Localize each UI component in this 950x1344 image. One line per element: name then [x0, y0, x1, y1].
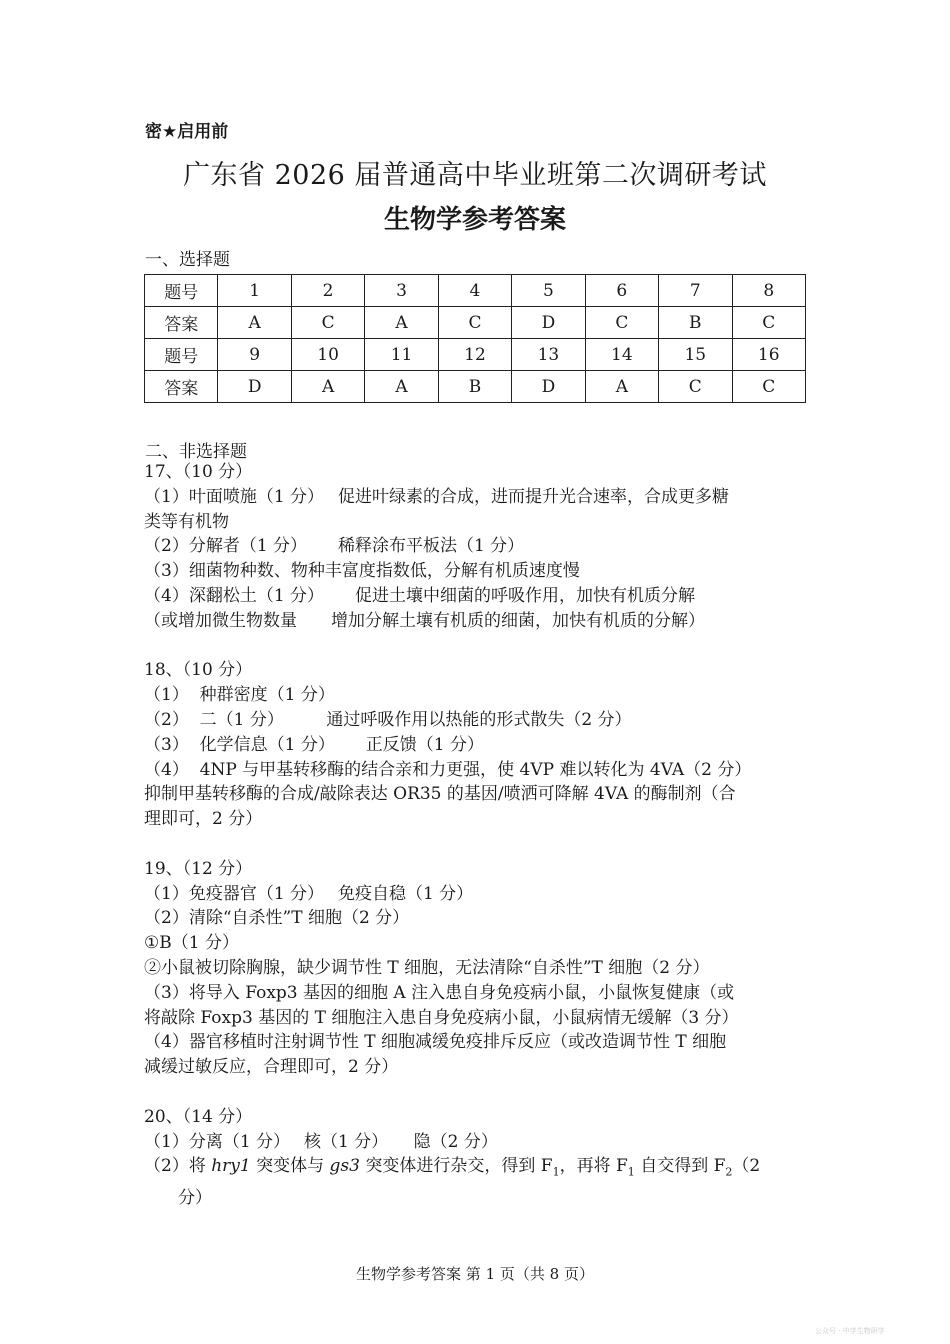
q20-line: （1）分离（1 分） 核（1 分） 隐（2 分）	[144, 1131, 498, 1152]
q19-line: （1）免疫器官（1 分） 免疫自稳（1 分）	[144, 883, 474, 904]
table-cell: D	[512, 371, 585, 403]
table-row-header: 题号	[145, 339, 218, 371]
q18-line: （3） 化学信息（1 分） 正反馈（1 分）	[144, 734, 484, 755]
q17-line: （3）细菌物种数、物种丰富度指数低，分解有机质速度慢	[144, 561, 580, 582]
q18-line: （4） 4NP 与甲基转移酶的结合亲和力更强，使 4VP 难以转化为 4VA（2 分）	[144, 759, 752, 780]
table-row-header: 答案	[145, 307, 218, 339]
table-cell: 16	[732, 339, 806, 371]
table-cell: 13	[512, 339, 585, 371]
page-subtitle: 生物学参考答案	[383, 205, 566, 235]
secret-label: 密★启用前	[145, 122, 229, 142]
q17-line: （4）深翻松土（1 分） 促进土壤中细菌的呼吸作用，加快有机质分解	[144, 585, 695, 606]
section-choice-title: 一、选择题	[145, 250, 230, 270]
q17-line: 类等有机物	[144, 511, 229, 532]
table-cell: C	[291, 307, 364, 339]
q20-line: （2）将 hry1 突变体与 gs3 突变体进行杂交，得到 $F_1$，再将 $F_1$ 自交得到 $F_2(2$	[144, 1156, 761, 1179]
answers-body	[144, 460, 809, 1210]
q17-line: （2）分解者（1 分） 稀释涂布平板法（1 分）	[144, 536, 525, 557]
q18-line: （2） 二（1 分） 通过呼吸作用以热能的形式散失（2 分）	[144, 709, 632, 730]
q18-line: （1） 种群密度（1 分）	[144, 685, 335, 706]
table-cell: B	[659, 307, 732, 339]
section-nonchoice-title: 二、非选择题	[145, 442, 247, 462]
page-title: 广东省 2026 届普通高中毕业班第二次调研考试	[183, 160, 767, 191]
table-row	[145, 371, 806, 403]
table-cell: C	[438, 307, 511, 339]
answer-table	[144, 274, 806, 403]
watermark: 公众号 · 中学生物研学	[815, 1327, 885, 1335]
table-cell: 4	[438, 275, 511, 307]
table-cell: 8	[732, 275, 806, 307]
q20-head: 20、（14 分）	[144, 1106, 253, 1127]
q18-line: 抑制甲基转移酶的合成/敲除表达 OR35 的基因/喷洒可降解 4VA 的酶制剂（合	[144, 784, 736, 805]
table-cell: 7	[659, 275, 732, 307]
q17-head: 17、（10 分）	[144, 462, 253, 482]
table-cell: 3	[365, 275, 438, 307]
table-cell: A	[218, 307, 291, 339]
q19-line: （3）将导入 Foxp3 基因的细胞 A 注入患自身免疫病小鼠，小鼠恢复健康（或	[144, 982, 735, 1003]
page-footer: 生物学参考答案 第 1 页（共 8 页）	[356, 1265, 594, 1283]
table-cell: 5	[512, 275, 585, 307]
q19-line: 将敲除 Foxp3 基因的 T 细胞注入患自身免疫病小鼠，小鼠病情无缓解（3 分）	[144, 1007, 739, 1028]
table-row	[145, 275, 806, 307]
q19-line: （4）器官移植时注射调节性 T 细胞减缓免疫排斥反应（或改造调节性 T 细胞	[144, 1032, 727, 1053]
table-cell: B	[438, 371, 511, 403]
table-cell: 14	[585, 339, 658, 371]
q19-line: ②小鼠被切除胸腺，缺少调节性 T 细胞，无法清除“自杀性”T 细胞（2 分）	[144, 957, 710, 978]
q18-line: 理即可，2 分）	[144, 809, 263, 830]
q19-head: 19、（12 分）	[144, 858, 253, 879]
q19-line: ①B（1 分）	[144, 933, 239, 954]
table-row	[145, 339, 806, 371]
table-cell: 2	[291, 275, 364, 307]
table-cell: 15	[659, 339, 732, 371]
table-row-header: 答案	[145, 371, 218, 403]
table-cell: 12	[438, 339, 511, 371]
q19-line: 减缓过敏反应，合理即可，2 分）	[144, 1057, 399, 1078]
table-cell: 9	[218, 339, 291, 371]
table-cell: C	[732, 371, 806, 403]
q17-line: （或增加微生物数量 增加分解土壤有机质的细菌，加快有机质的分解）	[144, 610, 705, 631]
table-cell: 10	[291, 339, 364, 371]
table-cell: 11	[365, 339, 438, 371]
table-cell: A	[365, 371, 438, 403]
q17-line: （1）叶面喷施（1 分） 促进叶绿素的合成，进而提升光合速率，合成更多糖	[144, 486, 729, 507]
q20-line: 分）	[178, 1187, 212, 1208]
table-cell: C	[585, 307, 658, 339]
table-cell: A	[585, 371, 658, 403]
q18-head: 18、（10 分）	[144, 660, 253, 681]
table-cell: 1	[218, 275, 291, 307]
table-cell: D	[512, 307, 585, 339]
table-row-header: 题号	[145, 275, 218, 307]
table-cell: C	[659, 371, 732, 403]
table-cell: 6	[585, 275, 658, 307]
table-cell: C	[732, 307, 806, 339]
table-cell: D	[218, 371, 291, 403]
table-row	[145, 307, 806, 339]
table-cell: A	[365, 307, 438, 339]
q19-line: （2）清除“自杀性”T 细胞（2 分）	[144, 908, 410, 929]
table-cell: A	[291, 371, 364, 403]
